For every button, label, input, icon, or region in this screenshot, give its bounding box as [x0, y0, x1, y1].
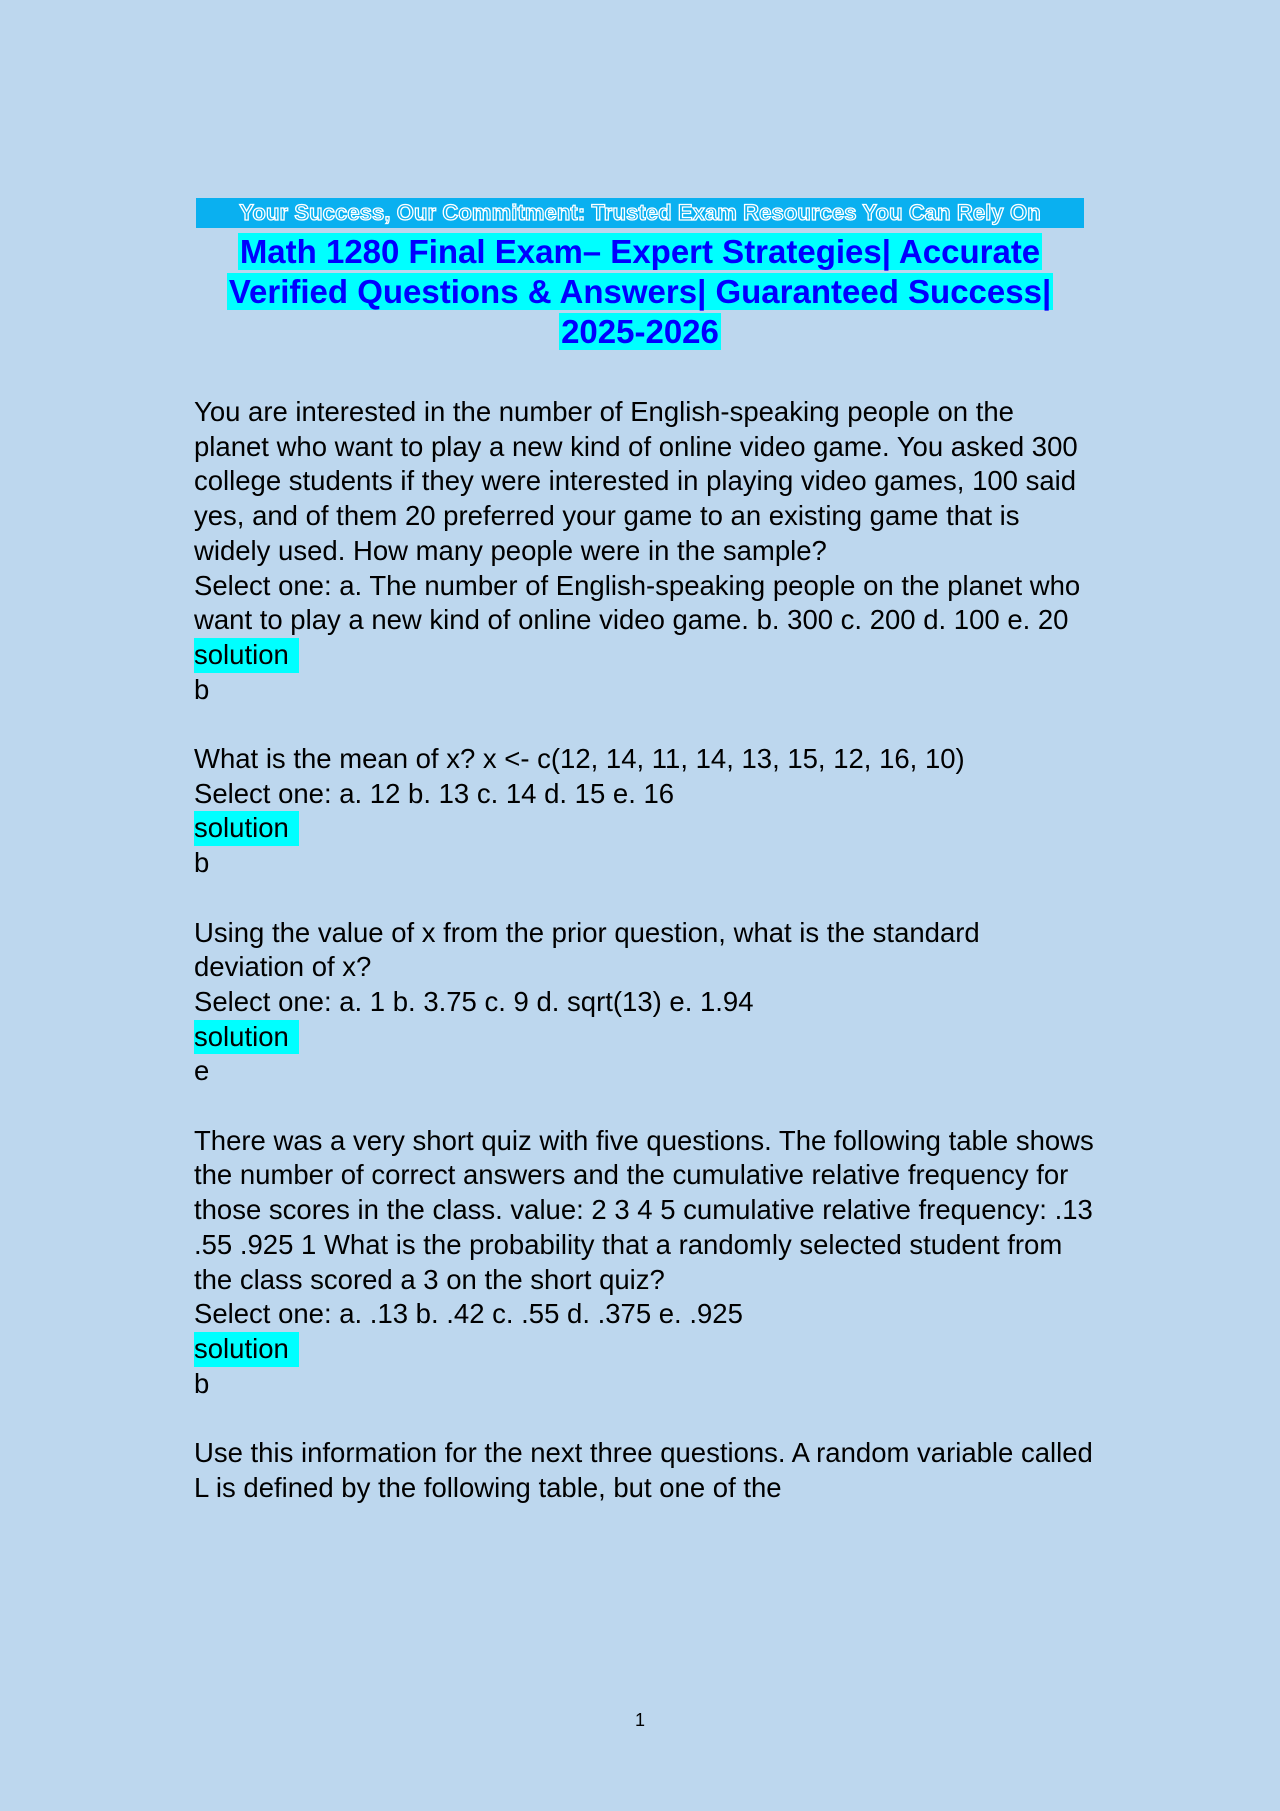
- question-options: Select one: a. .13 b. .42 c. .55 d. .375 e. .925: [194, 1298, 743, 1330]
- title-line-2: Verified Questions & Answers| Guaranteed Success|: [228, 273, 1052, 310]
- question-options: Select one: a. The number of English-speaking people on the planet who want to play a new kind of online video game. b. 300 c. 200 d. 100 e. 20: [194, 569, 1081, 636]
- question-block: [194, 1124, 1094, 1402]
- title-line-1: Math 1280 Final Exam– Expert Strategies| Accurate: [239, 233, 1041, 270]
- solution-label: solution: [194, 638, 299, 673]
- question-text: You are interested in the number of English-speaking people on the planet who want to play a new kind of online video game. You asked 300 college students if they were interested in playing video games, 100 said yes, and of them 20 preferred your game to an existing game that is widely used. How many people were in the sample?: [194, 396, 1078, 566]
- question-text: Using the value of x from the prior question, what is the standard deviation of x?: [194, 916, 980, 983]
- question-block: [194, 395, 1094, 707]
- banner-text: Your Success, Our Commitment: Trusted Exam Resources You Can Rely On: [239, 200, 1041, 225]
- header-banner: [196, 198, 1084, 228]
- question-text: What is the mean of x? x <- c(12, 14, 11, 14, 13, 15, 12, 16, 10): [194, 743, 965, 775]
- answer-text: b: [194, 673, 210, 705]
- document-title: [196, 232, 1084, 352]
- answer-text: e: [194, 1055, 210, 1087]
- solution-label: solution: [194, 1332, 299, 1367]
- question-block: [194, 916, 1094, 1090]
- continuation-paragraph: [194, 1436, 1094, 1505]
- answer-text: b: [194, 847, 210, 879]
- question-options: Select one: a. 1 b. 3.75 c. 9 d. sqrt(13) e. 1.94: [194, 985, 754, 1017]
- document-body: [194, 395, 1094, 1540]
- title-line-3: 2025-2026: [561, 313, 719, 350]
- question-text: There was a very short quiz with five questions. The following table shows the number of correct answers and the cumulative relative frequency for those scores in the class. value: 2 3 4 5 cumulative relative frequency: .13 .55 .925 1 What is the probability that a randomly selected student from the class scored a 3 on the short quiz?: [194, 1124, 1094, 1295]
- question-options: Select one: a. 12 b. 13 c. 14 d. 15 e. 16: [194, 777, 675, 809]
- solution-label: solution: [194, 811, 299, 846]
- answer-text: b: [194, 1367, 210, 1399]
- continuation-text: Use this information for the next three questions. A random variable called L is defined by the following table, but one of the: [194, 1437, 1093, 1503]
- page-number: 1: [634, 1710, 645, 1730]
- question-block: [194, 742, 1094, 881]
- solution-label: solution: [194, 1020, 299, 1055]
